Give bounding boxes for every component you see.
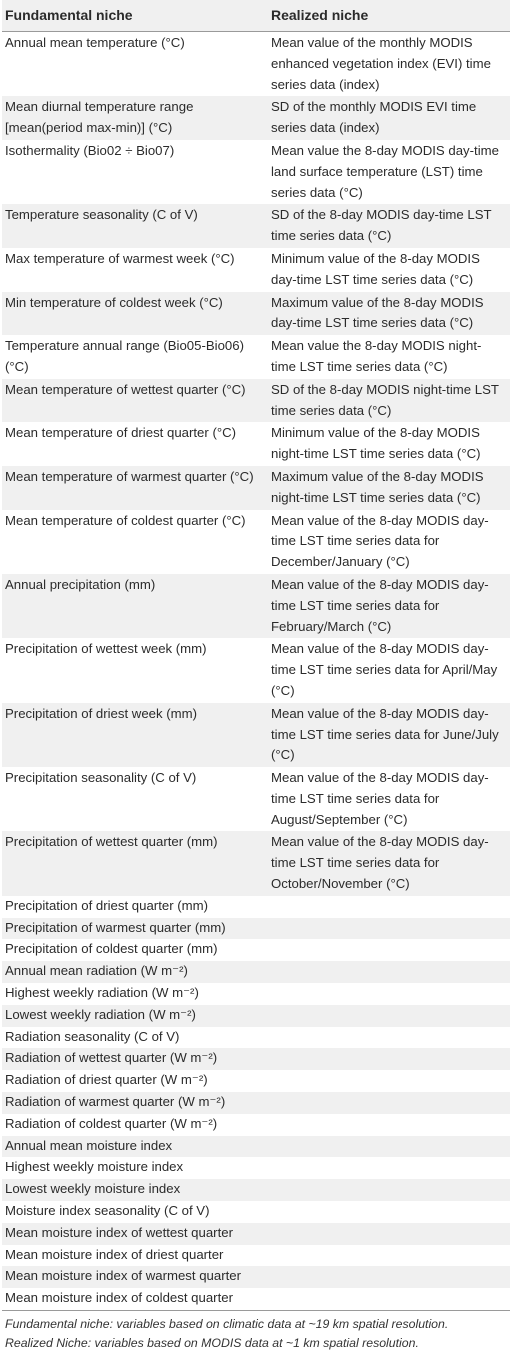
table-row bbox=[2, 1048, 510, 1070]
table-row bbox=[2, 1201, 510, 1223]
niche-variables-table bbox=[2, 0, 510, 1310]
cell-fundamental-niche: Precipitation of warmest quarter (mm) bbox=[5, 919, 226, 935]
cell-fundamental-niche: Precipitation of coldest quarter (mm) bbox=[5, 941, 218, 957]
cell-realized-niche: Mean value of the 8-day MODIS day-time LST time series data for December/January (°C) bbox=[271, 512, 489, 570]
cell-realized-niche: Mean value of the 8-day MODIS day-time LST time series data for April/May (°C) bbox=[271, 641, 498, 698]
table-row bbox=[2, 896, 510, 918]
table-row bbox=[2, 32, 510, 97]
cell-fundamental-niche: Precipitation of driest week (mm) bbox=[5, 705, 198, 721]
cell-fundamental-niche: Mean moisture index of driest quarter bbox=[5, 1246, 224, 1262]
cell-fundamental-niche: Highest weekly moisture index bbox=[5, 1159, 184, 1175]
table-row bbox=[2, 939, 510, 961]
cell-fundamental-niche: Radiation of wettest quarter (W m⁻²) bbox=[5, 1050, 218, 1066]
table-row bbox=[2, 1179, 510, 1201]
cell-realized-niche bbox=[268, 983, 510, 1005]
table-row bbox=[2, 96, 510, 140]
cell-fundamental-niche: Radiation of driest quarter (W m⁻²) bbox=[5, 1072, 208, 1088]
cell-realized-niche bbox=[268, 1070, 510, 1092]
cell-fundamental-niche: Isothermality (Bio02 ÷ Bio07) bbox=[5, 142, 175, 158]
table-row bbox=[2, 1092, 510, 1114]
cell-fundamental-niche: Lowest weekly moisture index bbox=[5, 1181, 181, 1197]
table-row bbox=[2, 918, 510, 940]
cell-fundamental-niche: Moisture index seasonality (C of V) bbox=[5, 1203, 210, 1219]
cell-fundamental-niche: Min temperature of coldest week (°C) bbox=[5, 294, 223, 310]
cell-realized-niche: SD of the 8-day MODIS day-time LST time series data (°C) bbox=[271, 207, 492, 244]
cell-realized-niche: Minimum value of the 8-day MODIS day-time LST time series data (°C) bbox=[271, 250, 480, 287]
table-row bbox=[2, 1245, 510, 1267]
cell-realized-niche bbox=[268, 1027, 510, 1049]
cell-realized-niche bbox=[268, 918, 510, 940]
cell-realized-niche bbox=[268, 939, 510, 961]
cell-fundamental-niche: Mean moisture index of wettest quarter bbox=[5, 1224, 233, 1240]
cell-fundamental-niche: Radiation seasonality (C of V) bbox=[5, 1028, 180, 1044]
table-row bbox=[2, 466, 510, 510]
cell-realized-niche: SD of the monthly MODIS EVI time series data (index) bbox=[271, 99, 477, 136]
table-row bbox=[2, 1288, 510, 1310]
table-row bbox=[2, 422, 510, 466]
cell-fundamental-niche: Mean moisture index of warmest quarter bbox=[5, 1268, 242, 1284]
table-row bbox=[2, 703, 510, 767]
cell-fundamental-niche: Max temperature of warmest week (°C) bbox=[5, 250, 235, 266]
cell-realized-niche: Mean value of the monthly MODIS enhanced vegetation index (EVI) time series data (index) bbox=[271, 35, 491, 92]
cell-realized-niche bbox=[268, 896, 510, 918]
cell-realized-niche bbox=[268, 1136, 510, 1158]
cell-realized-niche bbox=[268, 1092, 510, 1114]
table-row bbox=[2, 574, 510, 638]
table-row bbox=[2, 204, 510, 248]
cell-realized-niche: Maximum value of the 8-day MODIS night-time LST time series data (°C) bbox=[271, 468, 484, 505]
cell-realized-niche: Mean value of the 8-day MODIS day-time LST time series data for October/November (°C) bbox=[271, 834, 489, 892]
cell-fundamental-niche: Lowest weekly radiation (W m⁻²) bbox=[5, 1006, 196, 1022]
table-row bbox=[2, 767, 510, 831]
cell-realized-niche bbox=[268, 1157, 510, 1179]
table-row bbox=[2, 1005, 510, 1027]
cell-fundamental-niche: Annual precipitation (mm) bbox=[5, 576, 156, 592]
cell-fundamental-niche: Radiation of coldest quarter (W m⁻²) bbox=[5, 1115, 218, 1131]
cell-fundamental-niche: Precipitation of wettest week (mm) bbox=[5, 641, 207, 657]
table-row bbox=[2, 248, 510, 292]
header-fundamental-niche: Fundamental niche bbox=[2, 0, 268, 32]
table-row bbox=[2, 510, 510, 574]
cell-realized-niche: Mean value of the 8-day MODIS day-time LST time series data for February/March (°C) bbox=[271, 576, 489, 634]
cell-fundamental-niche: Highest weekly radiation (W m⁻²) bbox=[5, 985, 199, 1001]
cell-fundamental-niche: Temperature seasonality (C of V) bbox=[5, 207, 198, 223]
table-row bbox=[2, 1136, 510, 1158]
cell-realized-niche: Minimum value of the 8-day MODIS night-time LST time series data (°C) bbox=[271, 425, 481, 462]
cell-fundamental-niche: Precipitation of wettest quarter (mm) bbox=[5, 834, 218, 850]
cell-fundamental-niche: Temperature annual range (Bio05-Bio06) (°C) bbox=[5, 338, 244, 374]
cell-fundamental-niche: Annual mean temperature (°C) bbox=[5, 35, 185, 50]
table-row bbox=[2, 1114, 510, 1136]
table-row bbox=[2, 292, 510, 336]
table-row bbox=[2, 983, 510, 1005]
cell-fundamental-niche: Mean temperature of driest quarter (°C) bbox=[5, 425, 237, 441]
table-row bbox=[2, 140, 510, 204]
cell-realized-niche: Mean value the 8-day MODIS day-time land surface temperature (LST) time series data (°C) bbox=[271, 142, 499, 200]
footnote-fundamental: Fundamental niche: variables based on climatic data at ~19 km spatial resolution. bbox=[5, 1317, 449, 1332]
cell-realized-niche bbox=[268, 1005, 510, 1027]
table-footnotes bbox=[2, 1311, 510, 1353]
table-row bbox=[2, 1157, 510, 1179]
cell-fundamental-niche: Annual mean moisture index bbox=[5, 1137, 173, 1153]
cell-realized-niche bbox=[268, 1288, 510, 1310]
cell-realized-niche bbox=[268, 1223, 510, 1245]
table-row bbox=[2, 1266, 510, 1288]
cell-fundamental-niche: Radiation of warmest quarter (W m⁻²) bbox=[5, 1094, 226, 1110]
table-row bbox=[2, 1070, 510, 1092]
cell-fundamental-niche: Precipitation seasonality (C of V) bbox=[5, 770, 197, 786]
table-row bbox=[2, 638, 510, 702]
cell-realized-niche bbox=[268, 961, 510, 983]
table-header-row bbox=[2, 0, 510, 32]
cell-fundamental-niche: Mean temperature of coldest quarter (°C) bbox=[5, 512, 246, 528]
table-row bbox=[2, 335, 510, 379]
cell-fundamental-niche: Mean moisture index of coldest quarter bbox=[5, 1290, 233, 1306]
table-row bbox=[2, 961, 510, 983]
table-row bbox=[2, 831, 510, 895]
table-body bbox=[2, 32, 510, 1311]
header-realized-niche: Realized niche bbox=[268, 0, 510, 32]
cell-realized-niche: Mean value of the 8-day MODIS day-time LST time series data for August/September (°C) bbox=[271, 770, 489, 827]
cell-realized-niche bbox=[268, 1114, 510, 1136]
table-row bbox=[2, 1027, 510, 1049]
cell-fundamental-niche: Mean temperature of wettest quarter (°C) bbox=[5, 381, 246, 397]
cell-fundamental-niche: Mean diurnal temperature range [mean(period max-min)] (°C) bbox=[5, 99, 194, 136]
cell-realized-niche bbox=[268, 1266, 510, 1288]
cell-fundamental-niche: Annual mean radiation (W m⁻²) bbox=[5, 963, 188, 979]
cell-realized-niche: SD of the 8-day MODIS night-time LST time series data (°C) bbox=[271, 381, 499, 418]
cell-realized-niche: Maximum value of the 8-day MODIS day-time LST time series data (°C) bbox=[271, 294, 484, 331]
cell-fundamental-niche: Precipitation of driest quarter (mm) bbox=[5, 897, 209, 913]
table-row bbox=[2, 379, 510, 423]
cell-realized-niche: Mean value the 8-day MODIS night-time LST time series data (°C) bbox=[271, 338, 482, 374]
cell-realized-niche: Mean value of the 8-day MODIS day-time LST time series data for June/July (°C) bbox=[271, 705, 499, 763]
cell-realized-niche bbox=[268, 1245, 510, 1267]
cell-fundamental-niche: Mean temperature of warmest quarter (°C) bbox=[5, 468, 254, 484]
cell-realized-niche bbox=[268, 1201, 510, 1223]
footnote-realized: Realized Niche: variables based on MODIS data at ~1 km spatial resolution. bbox=[5, 1336, 419, 1351]
table-row bbox=[2, 1223, 510, 1245]
cell-realized-niche bbox=[268, 1048, 510, 1070]
cell-realized-niche bbox=[268, 1179, 510, 1201]
